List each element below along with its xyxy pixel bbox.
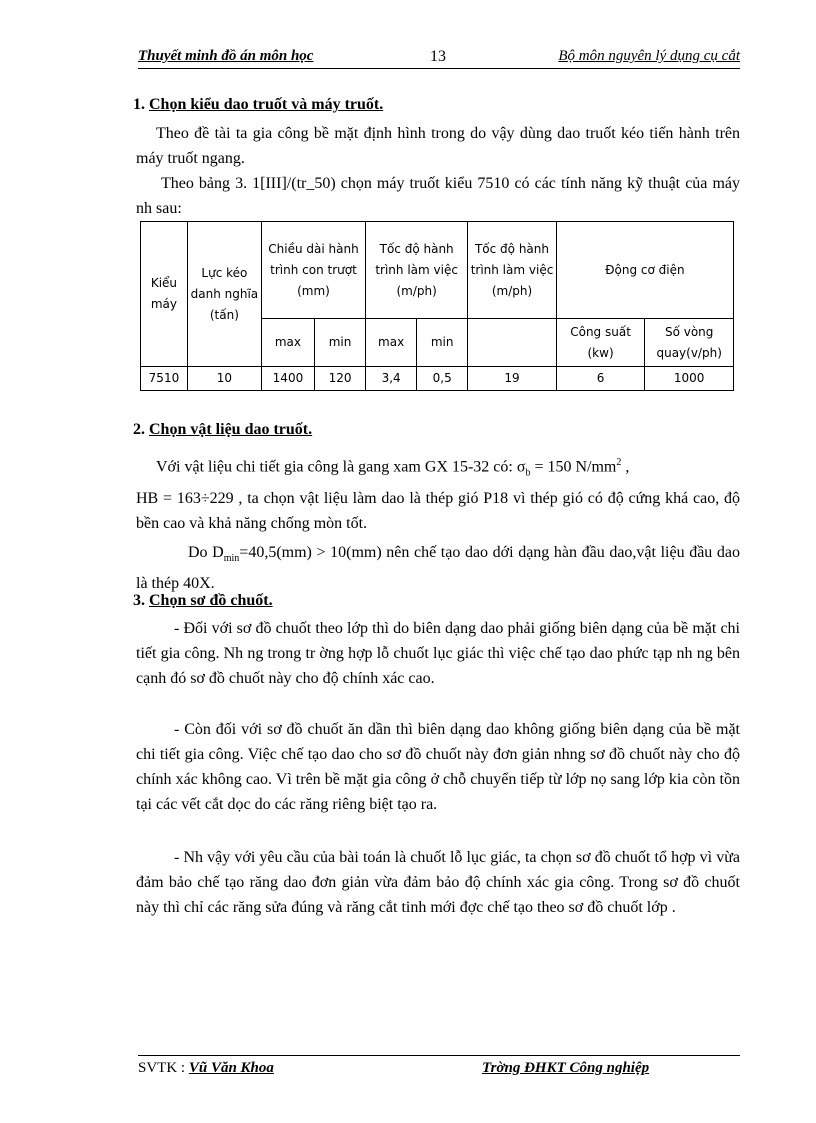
col-header-electric-motor: Động cơ điện	[556, 222, 733, 319]
section-2-paragraph-1	[156, 450, 740, 486]
table-cell: 3,4	[366, 367, 417, 391]
table-cell: 0,5	[417, 367, 468, 391]
table-cell: 10	[187, 367, 261, 391]
text-run: ,	[621, 458, 630, 476]
sub-header-max: max	[366, 319, 417, 367]
section-2-paragraph-3	[136, 540, 740, 596]
superscript: 2	[616, 457, 622, 468]
section-1-number: 1.	[133, 96, 145, 113]
machine-spec-table	[140, 221, 734, 391]
header-document-title: Thuyết minh đồ án môn học	[138, 48, 314, 64]
sub-header-min: min	[417, 319, 468, 367]
footer-author-label: SVTK :	[138, 1060, 189, 1076]
section-3-number: 3.	[133, 592, 145, 609]
text-run: =40,5(mm) > 10(mm) nên chế tạo dao dới dạng hàn đầu dao,vật liệu đầu dao là thép 40X.	[136, 544, 741, 593]
section-2-title: Chọn vật liệu dao truốt.	[149, 421, 313, 438]
sub-header-rpm: Số vòng quay(v/ph)	[645, 319, 734, 367]
section-1-title: Chọn kiểu dao truốt và máy truốt.	[149, 96, 384, 113]
col-header-pulling-force: Lực kéo danh nghĩa (tấn)	[187, 222, 261, 367]
section-3-title: Chọn sơ đồ chuốt.	[149, 592, 273, 609]
table-cell: 7510	[141, 367, 188, 391]
section-2-paragraph-2: HB = 163÷229 , ta chọn vật liệu làm dao là thép gió P18 vì thép gió có độ cứng khá cao, độ bền cao và khả năng chống mòn tốt.	[136, 490, 740, 532]
text-run: Do D	[188, 544, 224, 561]
section-2-number: 2.	[133, 421, 145, 438]
table-cell: 120	[315, 367, 366, 391]
table-cell: 6	[556, 367, 645, 391]
section-1-paragraph-1: Theo đề tài ta gia công bề mặt định hình trong do vậy dùng dao truốt kéo tiến hành trên máy truốt ngang.	[136, 125, 740, 167]
empty-cell	[468, 319, 557, 367]
header-department: Bộ môn nguyên lý dụng cụ cắt	[558, 48, 740, 64]
sub-header-power: Công suất (kw)	[556, 319, 645, 367]
subscript: min	[223, 553, 240, 565]
section-3-heading	[133, 592, 273, 610]
section-3-paragraph-2: - Còn đối với sơ đồ chuốt ăn dần thì biên dạng dao không giống biên dạng của bề mặt chi tiết gia công. Việc chế tạo dao cho sơ đồ chuốt này đơn giản nhng sơ đồ chuốt này cho độ chính xác không cao. Vì trên bề mặt gia công ở chỗ chuyển tiếp từ lớp nọ sang lớp kia còn tồn tại các vết cắt dọc do các răng riêng biệt tạo ra.	[136, 721, 740, 813]
footer-author-name: Vũ Văn Khoa	[188, 1060, 274, 1076]
sub-header-max: max	[261, 319, 314, 367]
table-cell: 1400	[261, 367, 314, 391]
text-run: Với vật liệu chi tiết gia công là gang xam GX 15-32 có: σ	[156, 458, 526, 476]
table-cell: 1000	[645, 367, 734, 391]
section-3-paragraph-3: - Nh vậy với yêu cầu của bài toán là chuốt lỗ lục giác, ta chọn sơ đồ chuốt tổ hợp vì vừa đảm bảo chế tạo răng dao đơn giản vừa đảm bảo độ chính xác gia công. Trong sơ đồ chuốt này thì chỉ các răng sửa đúng và răng cắt tinh mới đợc chế tạo theo sơ đồ chuốt lớp .	[136, 849, 740, 916]
subscript: b	[525, 467, 531, 479]
sub-header-min: min	[315, 319, 366, 367]
col-header-return-speed: Tốc độ hành trình làm việc (m/ph)	[468, 222, 557, 319]
footer-school: Trờng ĐHKT Công nghiệp	[482, 1060, 650, 1076]
page-header	[138, 48, 740, 69]
section-3-paragraph-1: - Đối với sơ đồ chuốt theo lớp thì do biên dạng dao phải giống biên dạng của bề mặt chi tiết gia công. Nh ng trong tr ờng hợp lỗ chuốt lục giác thì việc chế tạo dao phức tạp nh ng bên cạnh đó sơ đồ chuốt này cho độ chính xác cao.	[136, 620, 740, 687]
section-1-paragraph-2: Theo bảng 3. 1[III]/(tr_50) chọn máy truốt kiểu 7510 có các tính năng kỹ thuật của máy nh sau:	[136, 175, 740, 217]
footer-divider	[138, 1055, 740, 1056]
text-run: = 150 N/mm	[530, 458, 617, 476]
section-1-heading	[133, 96, 383, 114]
col-header-working-speed: Tốc độ hành trình làm việc (m/ph)	[366, 222, 468, 319]
col-header-machine-type: Kiểu máy	[141, 222, 188, 367]
table-row	[141, 367, 734, 391]
section-2-heading	[133, 421, 312, 439]
page-number: 13	[430, 48, 446, 65]
table-cell: 19	[468, 367, 557, 391]
footer-author	[138, 1060, 274, 1077]
col-header-stroke-length: Chiều dài hành trình con trượt (mm)	[261, 222, 365, 319]
